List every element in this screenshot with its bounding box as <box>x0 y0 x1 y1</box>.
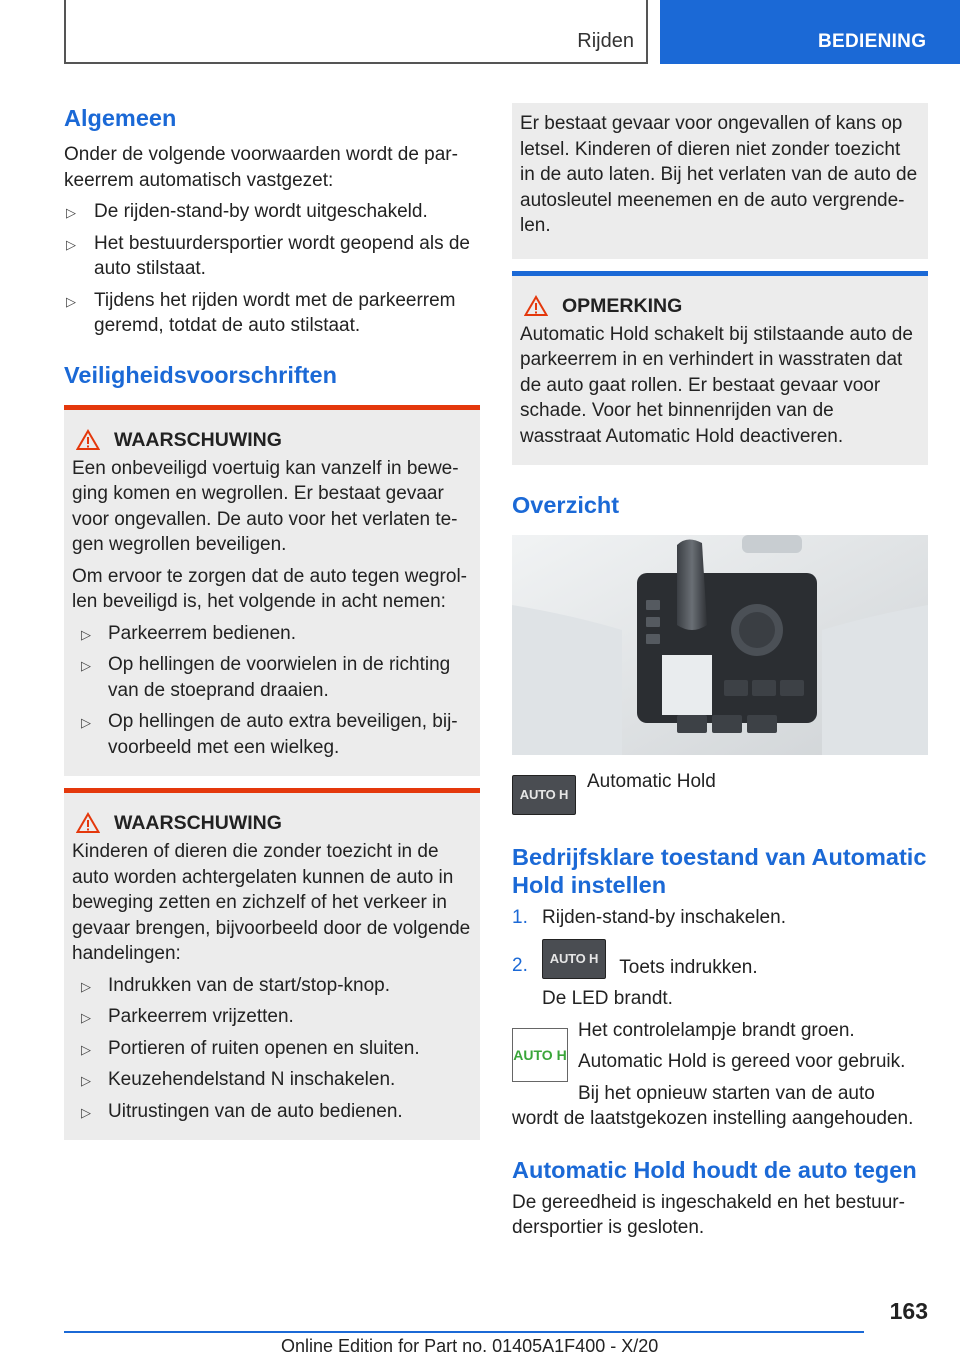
list-item: ▷ Op hellingen de auto extra beveiligen, bij-voorbeeld met een wielkeg. <box>81 711 458 758</box>
header-left-tab <box>64 0 648 64</box>
general-list <box>64 199 480 339</box>
note-text: Automatic Hold schakelt bij stilstaande auto de parkeerrem in en verhindert in wasstraten dat de auto gaat rollen. Er bestaat gevaar voor schade. Voor het binnenrijden van de wasstraat Automatic Hold deactiveren. <box>520 323 913 447</box>
bullet-triangle-icon: ▷ <box>81 1010 91 1025</box>
bullet-triangle-icon: ▷ <box>66 236 76 252</box>
list-item: 1. Rijden-stand-by inschakelen. <box>512 907 786 928</box>
console-illustration <box>512 535 928 755</box>
heading-hold: Automatic Hold houdt de auto tegen <box>512 1156 917 1183</box>
restart-text-a: Bij het opnieuw starten van de auto <box>578 1082 875 1104</box>
lamp-green-text: Het controlelampje brandt groen. <box>578 1019 855 1041</box>
list-item: ▷ Parkeerrem bedienen. <box>72 621 472 647</box>
warning-triangle-icon <box>76 812 100 834</box>
bullet-triangle-icon: ▷ <box>81 658 91 673</box>
note-box <box>512 271 928 466</box>
list-item: ▷ Uitrustingen van de auto bedienen. <box>72 1099 472 1125</box>
center-console-photo <box>512 535 928 755</box>
list-item: ▷ Keuzehendelstand N inschakelen. <box>72 1067 472 1093</box>
lamp-row <box>512 1018 928 1107</box>
list-item: ▷ Tijdens het rijden wordt met de parkeerrem geremd, totdat de auto stilstaat. <box>66 289 456 336</box>
heading-overview: Overzicht <box>512 492 620 518</box>
auto-hold-button-icon: AUTO H <box>512 775 576 815</box>
warning1-list <box>72 621 472 761</box>
note-title: OPMERKING <box>520 294 920 318</box>
list-item: ▷ Indrukken van de start/stop-knop. <box>72 973 472 999</box>
list-item: ▷ Parkeerrem vrijzetten. <box>72 1004 472 1030</box>
restart-text-b: wordt de laatstgekozen instelling aangehouden. <box>512 1108 914 1129</box>
heading-general: Algemeen <box>64 105 177 131</box>
auto-hold-button-icon: AUTO H <box>542 939 606 979</box>
bullet-triangle-icon: ▷ <box>81 1073 91 1088</box>
hold-text: De gereedheid is ingeschakeld en het bestuur-dersportier is gesloten. <box>512 1191 905 1238</box>
heading-setup: Bedrijfsklare toestand van Automatic Hold instellen <box>512 844 927 898</box>
bullet-triangle-icon: ▷ <box>66 205 76 220</box>
warning-box-1 <box>64 405 480 777</box>
button-caption: Automatic Hold <box>587 771 716 792</box>
left-column <box>64 100 480 1140</box>
footer-divider <box>64 1331 864 1333</box>
warning1-text2: Om ervoor te zorgen dat de auto tegen wegrol-len beveiligd is, het volgende in acht nemen: <box>72 565 468 612</box>
list-item: ▷ Het bestuurdersportier wordt geopend als de auto stilstaat. <box>66 232 471 279</box>
heading-safety: Veiligheidsvoorschriften <box>64 361 337 388</box>
warning-triangle-icon <box>524 295 548 317</box>
warning-title: WAARSCHUWING <box>72 428 472 452</box>
header-chapter: BEDIENING <box>818 31 927 52</box>
header-section: Rijden <box>577 30 634 52</box>
list-item: 2. AUTO H Toets indrukken. <box>512 939 928 981</box>
list-item: ▷ Op hellingen de voorwielen in de richting van de stoeprand draaien. <box>81 654 451 701</box>
button-caption-row <box>512 771 928 815</box>
list-item: ▷ De rijden-stand-by wordt uitgeschakeld. <box>64 199 480 225</box>
warning1-text1: Een onbeveiligd voertuig kan vanzelf in bewe-ging komen en wegrollen. Er bestaat gevaar voor ongevallen. De auto voor het verlaten te-gen wegrollen beveiligen. <box>72 457 459 555</box>
warning-title: WAARSCHUWING <box>72 811 472 835</box>
footer-edition: Online Edition for Part no. 01405A1F400 - X/20 <box>281 1336 659 1356</box>
right-column <box>512 103 928 1241</box>
bullet-triangle-icon: ▷ <box>81 626 91 642</box>
warning-box-2 <box>64 788 480 1140</box>
bullet-triangle-icon: ▷ <box>81 715 91 730</box>
bullet-triangle-icon: ▷ <box>81 978 91 994</box>
auto-hold-indicator-lamp-icon: AUTO H <box>512 1028 568 1082</box>
warning2-text1: Kinderen of dieren die zonder toezicht in de auto worden achtergelaten kunnen de auto in beweging zetten en zichzelf of het verkeer in gevaar brengen, bijvoorbeeld door de volgende handelingen: <box>72 841 471 964</box>
bullet-triangle-icon: ▷ <box>66 293 76 309</box>
warning-triangle-icon <box>76 429 100 451</box>
bullet-triangle-icon: ▷ <box>81 1104 91 1120</box>
bullet-triangle-icon: ▷ <box>81 1041 91 1057</box>
general-intro: Onder de volgende voorwaarden wordt de par-keerrem automatisch vastgezet: <box>64 144 458 191</box>
header-chapter-tab <box>660 0 960 64</box>
setup-steps <box>512 905 928 980</box>
warning2-list <box>72 973 472 1125</box>
led-text: De LED brandt. <box>542 988 673 1009</box>
page-number: 163 <box>889 1298 928 1324</box>
warning-box-2-continued: Er bestaat gevaar voor ongevallen of kans op letsel. Kinderen of dieren niet zonder toezicht in de auto laten. Bij het verlaten van de auto de autosleutel meenemen en de auto vergrende-len. <box>512 103 928 259</box>
list-item: ▷ Portieren of ruiten openen en sluiten. <box>72 1036 472 1062</box>
lamp-ready-text: Automatic Hold is gereed voor gebruik. <box>578 1051 906 1072</box>
